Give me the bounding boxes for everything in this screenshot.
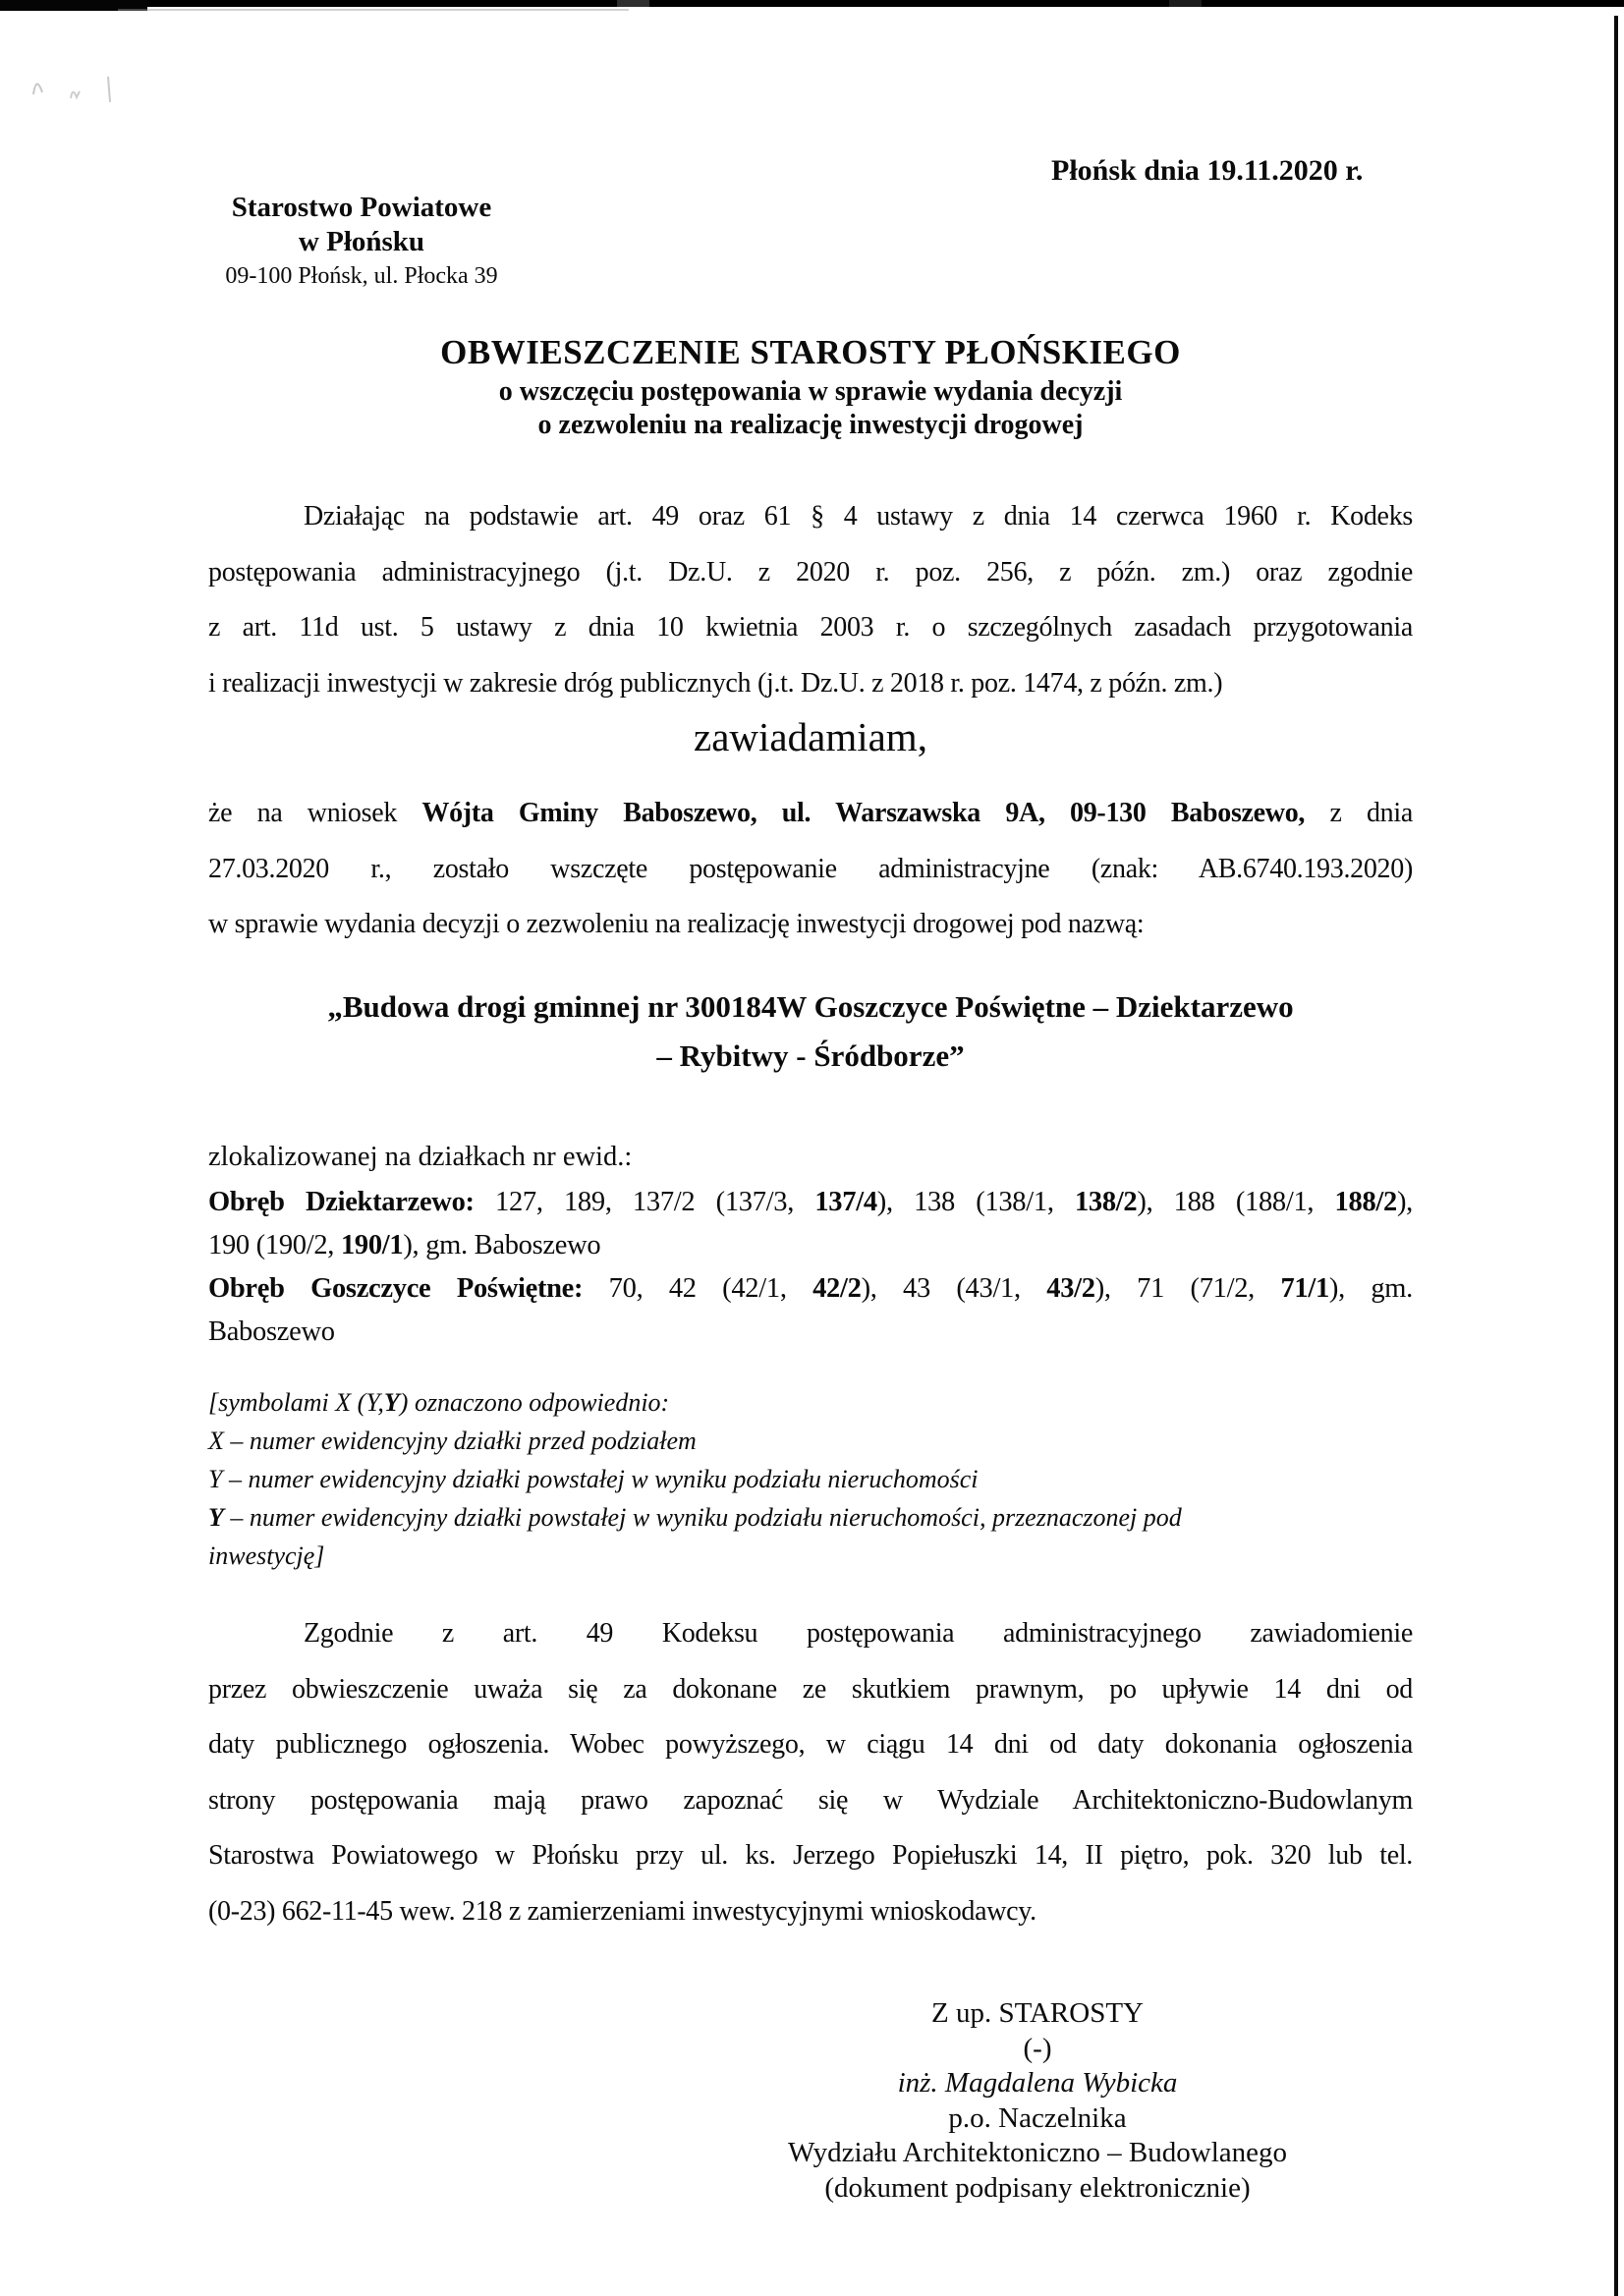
signature-department: Wydziału Architektoniczno – Budowlanego (787, 2137, 1288, 2168)
document-subtitle-1: o wszczęciu postępowania w sprawie wydania decyzji (498, 376, 1123, 407)
symbols-legend-block (208, 1383, 1413, 1575)
office-name-line1: Starostwo Powiatowe (231, 192, 492, 223)
text-line: Baboszewo (208, 1316, 335, 1347)
text-line: 27.03.2020 r., zostało wszczęte postępowanie administracyjne (znak: AB.6740.193.2020) (208, 853, 1413, 884)
scan-top-faint-line (118, 9, 629, 11)
application-paragraph (208, 786, 1413, 953)
text-line: (0-23) 662-11-45 wew. 218 z zamierzeniami inwestycyjnymi wnioskodawcy. (208, 1895, 1036, 1927)
office-address-block (206, 191, 517, 291)
text-line: 190 (190/2, 190/1), gm. Baboszewo (208, 1230, 601, 1260)
notify-word: zawiadamiam, (694, 714, 927, 759)
text-line: „Budowa drogi gminnej nr 300184W Goszczyce Poświętne – Dziektarzewo (327, 989, 1294, 1024)
text-line: strony postępowania mają prawo zapoznać się w Wydziale Architektoniczno-Budowlanym (208, 1784, 1413, 1816)
document-subtitle-2: o zezwoleniu na realizację inwestycji drogowej (537, 410, 1084, 440)
scan-top-edge-artifact (0, 0, 1624, 7)
text-line: Obręb Dziektarzewo: 127, 189, 137/2 (137/3, 137/4), 138 (138/1, 138/2), 188 (188/1, 188/2), (208, 1187, 1413, 1217)
office-address-line: 09-100 Płońsk, ul. Płocka 39 (225, 263, 498, 289)
document-title: OBWIESZCZENIE STAROSTY PŁOŃSKIEGO (440, 333, 1181, 371)
text-line: przez obwieszczenie uważa się za dokonane ze skutkiem prawnym, po upływie 14 dni od (208, 1673, 1413, 1705)
text-line: inwestycję] (208, 1541, 325, 1570)
office-name-line2: w Płońsku (298, 226, 425, 257)
text-line: Starostwa Powiatowego w Płońsku przy ul. ks. Jerzego Popiełuszki 14, II piętro, pok. 320 lub tel. (208, 1840, 1413, 1871)
text-line: X – numer ewidencyjny działki przed podziałem (208, 1427, 697, 1455)
text-line: Obręb Goszczyce Poświętne: 70, 42 (42/1, 42/2), 43 (43/1, 43/2), 71 (71/2, 71/1), gm. (208, 1273, 1413, 1304)
signature-electronic-note: (dokument podpisany elektronicznie) (824, 2171, 1251, 2204)
text-line: i realizacji inwestycji w zakresie dróg publicznych (j.t. Dz.U. z 2018 r. poz. 1474, z późn. zm.) (208, 667, 1223, 699)
legal-notice-paragraph (208, 1606, 1413, 1939)
scan-right-edge-artifact (1614, 16, 1618, 2296)
legal-basis-paragraph (208, 489, 1413, 711)
text-line: daty publicznego ogłoszenia. Wobec powyższego, w ciągu 14 dni od daty dokonania ogłoszenia (208, 1729, 1413, 1760)
text-line: Y – numer ewidencyjny działki powstałej w wyniku podziału nieruchomości, przeznaczonej pod (208, 1503, 1182, 1532)
plot-numbers-block (208, 1181, 1413, 1354)
text-line: Y – numer ewidencyjny działki powstałej w wyniku podziału nieruchomości (208, 1465, 979, 1493)
text-line: – Rybitwy - Śródborze” (656, 1038, 965, 1073)
text-line: w sprawie wydania decyzji o zezwoleniu na realizację inwestycji drogowej pod nazwą: (208, 909, 1145, 939)
text-line: Działając na podstawie art. 49 oraz 61 § 4 ustawy z dnia 14 czerwca 1960 r. Kodeks (304, 501, 1413, 532)
signature-authority: Z up. STAROSTY (931, 1997, 1144, 2029)
signature-block (688, 1996, 1387, 2206)
location-intro-line: zlokalizowanej na działkach nr ewid.: (208, 1142, 633, 1172)
road-investment-title (208, 982, 1413, 1081)
signature-name: inż. Magdalena Wybicka (897, 2067, 1178, 2099)
title-block (208, 330, 1413, 442)
pencil-marks (28, 67, 145, 116)
document-date: Płońsk dnia 19.11.2020 r. (1051, 154, 1364, 187)
signature-position: p.o. Naczelnika (948, 2101, 1127, 2134)
text-line: że na wniosek Wójta Gminy Baboszewo, ul. Warszawska 9A, 09-130 Baboszewo, z dnia (208, 798, 1413, 828)
text-line: postępowania administracyjnego (j.t. Dz.U. z 2020 r. poz. 256, z późn. zm.) oraz zgodnie (208, 556, 1413, 588)
signature-placeholder: (-) (1023, 2032, 1052, 2064)
text-line: z art. 11d ust. 5 ustawy z dnia 10 kwietnia 2003 r. o szczególnych zasadach przygotowania (208, 612, 1413, 643)
text-line: Zgodnie z art. 49 Kodeksu postępowania administracyjnego zawiadomienie (304, 1618, 1413, 1649)
text-line: [symbolami X (Y,Y) oznaczono odpowiednio: (208, 1388, 670, 1417)
